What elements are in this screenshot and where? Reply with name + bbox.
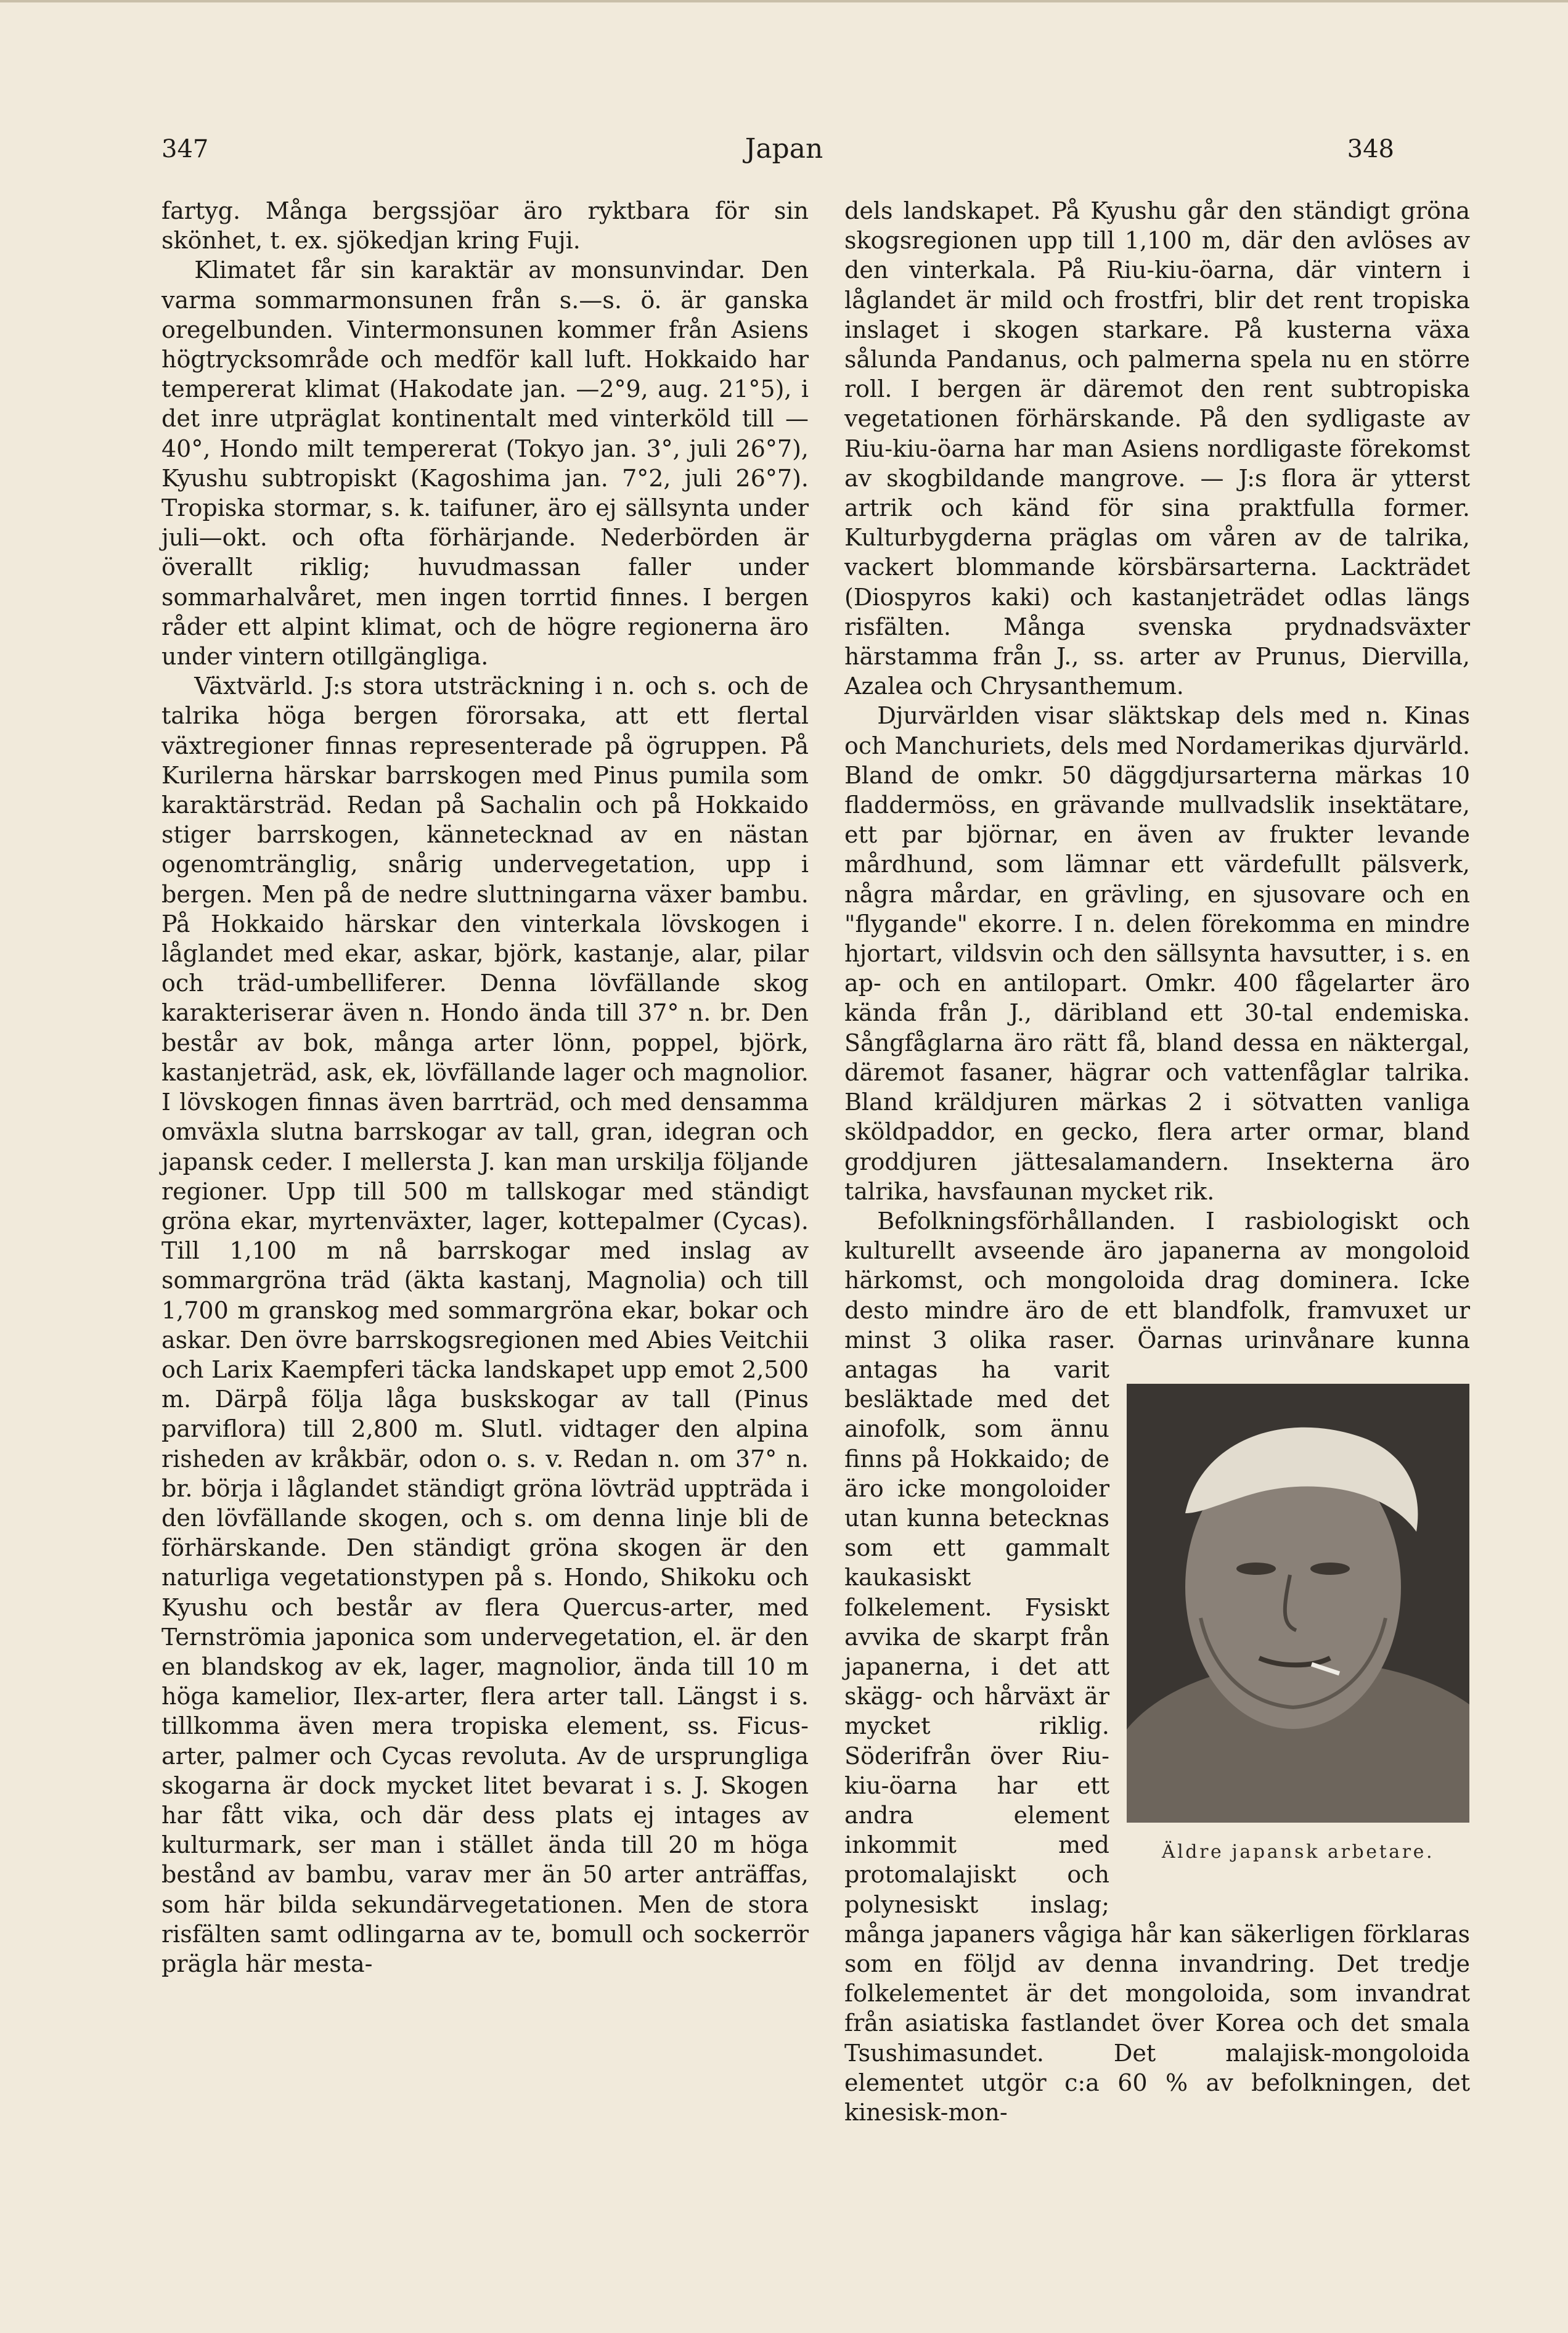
page-number-left: 347 bbox=[161, 135, 209, 163]
paragraph: fartyg. Många bergssjöar äro ryktbara för sin skönhet, t. ex. sjökedjan kring Fuji. bbox=[161, 197, 809, 255]
paragraph-flora: dels landskapet. På Kyushu går den ständigt gröna skogsregionen upp till 1,100 m, där den avlöses av den vinterkala. På Riu-kiu-öarna, där vintern i låglandet är mild och frostfri, blir det rent tropiska inslaget i skogen starkare. På kusterna växa sålunda Pandanus, och palmerna spela nu en större roll. I bergen är däremot den rent subtropiska vegetationen förhärskande. På den sydligaste av Riu-kiu-öarna har man Asiens nordligaste förekomst av skogbildande mangrove. — J:s flora är ytterst artrik och känd för sina praktfulla former. Kulturbygderna präglas om våren av de talrika, vackert blommande körsbärsarterna. Lackträdet (Diospyros kaki) och kastanjeträdet odlas längs risfälten. Många svenska prydnadsväxter härstamma från J., ss. arter av Prunus, Diervilla, Azalea och Chrysanthemum. bbox=[844, 197, 1470, 700]
portrait-photo bbox=[1127, 1384, 1469, 1823]
running-title: Japan bbox=[745, 133, 823, 165]
page-edge bbox=[0, 0, 1568, 2]
paragraph-population: Befolkningsförhållanden. I rasbiologiskt och kulturellt avseende äro japanerna av mongoloid härkomst, och mongoloida drag dominera. Icke desto mindre äro de ett blandfolk, framvuxet ur minst 3 olika raser. Öarnas urinvånare kunna antagas ha varit besläktade med det ainofolk, som ännu finns på Hokkaido; de äro icke mongoloider utan kunna betecknas som ett gammalt kaukasiskt folkelement. Fysiskt avvika de skarpt från japanerna, i det att skägg- och hårväxt är mycket riklig. Söderifrån över Riu-kiu-öarna har ett andra element inkommit med protomalajiskt och polynesiskt inslag; många japaners vågiga hår kan säkerligen förklaras som en följd av denna invandring. Det tredje folkelementet är det mongoloida, som invandrat från asiatiska fastlandet över Korea och det smala Tsushimasundet. Det malajisk-mongoloida elementet utgör c:a 60 % av befolkningen, det kinesisk-mon- bbox=[844, 1207, 1470, 2126]
page-number-right: 348 bbox=[1347, 135, 1394, 163]
portrait-illustration bbox=[1127, 1384, 1469, 1823]
figure-caption bbox=[1127, 1841, 1469, 1863]
paragraph-fauna: Djurvärlden visar släktskap dels med n. Kinas och Manchuriets, dels med Nordamerikas djurvärld. Bland de omkr. 50 däggdjursarterna märkas 10 fladdermöss, en grävande mullvadslik insektätare, ett par björnar, en även av frukter levande mårdhund, som lämnar ett värdefullt pälsverk, några mårdar, en grävling, en sjusovare och en "flygande" ekorre. I n. delen förekomma en mindre hjortart, vildsvin och den sällsynta havsutter, i s. en ap- och en antilopart. Omkr. 400 fågelarter äro kända från J., däribland ett 30-tal endemiska. Sångfåglarna äro rätt få, bland dessa en näktergal, däremot fasaner, hägrar och vattenfåglar talrika. Bland kräldjuren märkas 2 i sötvatten vanliga sköldpaddor, en gecko, flera arter ormar, bland groddjuren jättesalamandern. Insekterna äro talrika, havsfaunan mycket rik. bbox=[844, 702, 1470, 1205]
caption-text: Äldre japansk arbetare. bbox=[1161, 1841, 1435, 1863]
left-column bbox=[161, 196, 809, 1979]
photo-figure bbox=[1127, 1384, 1469, 1863]
paragraph-climate: Klimatet får sin karaktär av monsunvindar. Den varma sommarmonsunen från s.—s. ö. är ganska oregelbunden. Vintermonsunen kommer från Asiens högtrycksområde och medför kall luft. Hokkaido har tempererat klimat (Hakodate jan. —2°9, aug. 21°5), i det inre utpräglat kontinentalt med vinterköld till —40°, Hondo milt tempererat (Tokyo jan. 3°, juli 26°7), Kyushu subtropiskt (Kagoshima jan. 7°2, juli 26°7). Tropiska stormar, s. k. taifuner, äro ej sällsynta under juli—okt. och ofta förhärjande. Nederbörden är överallt riklig; huvudmassan faller under sommarhalvåret, men ingen torrtid finnes. I bergen råder ett alpint klimat, och de högre regionerna äro under vintern otillgängliga. bbox=[161, 256, 809, 671]
paragraph-plant-world: Växtvärld. J:s stora utsträckning i n. och s. och de talrika höga bergen förorsaka, att ett flertal växtregioner finnas representerade på ögruppen. På Kurilerna härskar barrskogen med Pinus pumila som karaktärsträd. Redan på Sachalin och på Hokkaido stiger barrskogen, kännetecknad av en nästan ogenomtränglig, snårig undervegetation, upp i bergen. Men på de nedre sluttningarna växer bambu. På Hokkaido härskar den vinterkala lövskogen i låglandet med ekar, askar, björk, kastanje, alar, pilar och träd-umbelliferer. Denna lövfällande skog karakteriserar även n. Hondo ända till 37° n. br. Den består av bok, många arter lönn, poppel, björk, kastanjeträd, ask, ek, lövfällande lager och magnolior. I lövskogen finnas även barrträd, och med densamma omväxla slutna barrskogar av tall, gran, idegran och japansk ceder. I mellersta J. kan man urskilja följande regioner. Upp till 500 m tallskogar med ständigt gröna ekar, myrtenväxter, lager, kottepalmer (Cycas). Till 1,100 m nå barrskogar med inslag av sommargröna träd (äkta kastanj, Magnolia) och till 1,700 m granskog med sommargröna ekar, bokar och askar. Den övre barrskogsregionen med Abies Veitchii och Larix Kaempferi täcka landskapet upp emot 2,500 m. Därpå följa låga buskskogar av tall (Pinus parviflora) till 2,800 m. Slutl. vidtager den alpina risheden av kråkbär, odon o. s. v. Redan n. om 37° n. br. börja i låglandet ständigt gröna lövträd uppträda i den lövfällande skogen, och s. om denna linje bli de förhärskande. Den ständigt gröna skogen är den naturliga vegetationstypen på s. Hondo, Shikoku och Kyushu och består av flera Quercus-arter, med Ternströmia japonica som undervegetation, el. är den en blandskog av ek, lager, magnolior, ända till 10 m höga kamelior, Ilex-arter, flera arter tall. Längst i s. tillkomma även mera tropiska element, ss. Ficus-arter, palmer och Cycas revoluta. Av de ursprungliga skogarna är dock mycket litet bevarat i s. J. Skogen har fått vika, och där dess plats ej intages av kulturmark, ser man i stället ända till 20 m höga bestånd av bambu, varav mer än 50 arter anträffas, som här bilda sekundärvegetationen. Men de stora risfälten samt odlingarna av te, bomull och sockerrör prägla här mesta- bbox=[161, 672, 809, 1977]
